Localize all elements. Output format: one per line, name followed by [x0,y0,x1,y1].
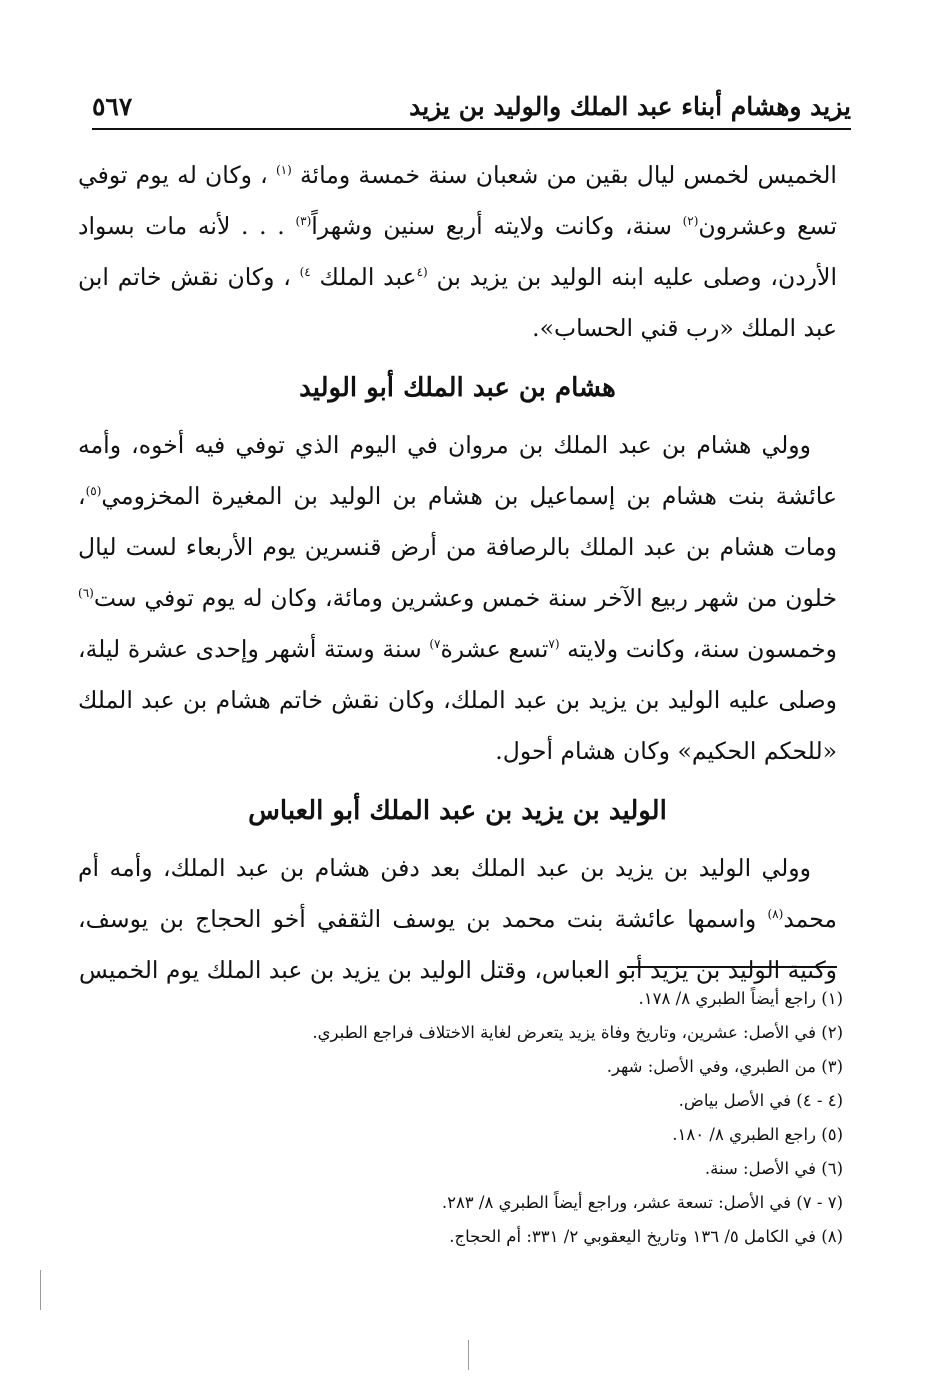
footnote-6: (٦) في الأصل: سنة. [704,1159,843,1178]
text-run: عبد الملك [319,263,417,291]
footnote-5: (٥) راجع الطبري ٨/ ١٨٠. [672,1125,843,1144]
footnote-7: (٧ - ٧) في الأصل: تسعة عشر، وراجع أيضاً الطبري ٨/ ٢٨٣. [441,1193,843,1212]
scan-mark [468,1340,469,1370]
footnote-3: (٣) من الطبري، وفي الأصل: شهر. [606,1057,843,1076]
paragraph-continuation [78,150,837,354]
footnote-ref: (٣) [295,214,312,229]
footnote-ref: ٤) [299,265,311,280]
footnotes [90,982,843,1254]
text-run: سنة وستة أشهر وإحدى عشرة ليلة، وصلى عليه الوليد بن يزيد بن عبد الملك، وكان نقش خاتم هشام بن عبد الملك «للحكم الحكيم» وكان هشام أحول. [78,635,837,765]
section-heading-hisham: هشام بن عبد الملك أبو الوليد [299,373,616,403]
footnote-ref: (٨) [767,907,784,922]
text-run: سنة، وكانت ولايته أربع سنين وشهراً [311,212,672,240]
paragraph-hisham [78,420,837,777]
text-run: تسع عشرة [440,635,549,663]
main-text [78,150,837,996]
footnote-4: (٤ - ٤) في الأصل بياض. [678,1091,843,1110]
text-run: . . . لأنه مات بسواد الأردن، وصلى عليه ابنه الوليد بن يزيد بن [78,212,837,291]
footnote-ref: (١) [275,163,292,178]
text-run: ، وكان له يوم توفي تسع وعشرون [78,161,837,240]
footnote-2: (٢) في الأصل: عشرين، وتاريخ وفاة يزيد يتعرض لغاية الاختلاف فراجع الطبري. [312,1023,843,1042]
footnote-8: (٨) في الكامل ٥/ ١٣٦ وتاريخ اليعقوبي ٢/ ٣٣١: أم الحجاج. [449,1227,843,1246]
footnote-ref: ٧) [429,637,441,652]
text-run: ، ومات هشام بن عبد الملك بالرصافة من أرض قنسرين يوم الأربعاء لست ليال خلون من شهر ربيع الآخر سنة خمس وعشرين ومائة، وكان له يوم توفي ست [78,482,837,612]
footnote-separator [627,966,837,968]
text-run: ، وكان نقش خاتم ابن عبد الملك «رب قني الحساب». [78,263,837,342]
footnote-ref: (٦) [78,586,94,601]
footnote-ref: (٤ [416,265,428,280]
scan-mark [40,1270,41,1310]
text-run: وولي هشام بن عبد الملك بن مروان في اليوم الذي توفي فيه أخوه، وأمه عائشة بنت هشام بن إسماعيل بن هشام بن الوليد بن المغيرة المخزومي [78,431,837,510]
page-header [92,84,851,130]
text-run: وخمسون سنة، وكانت ولايته [567,635,837,663]
section-heading-walid: الوليد بن يزيد بن عبد الملك أبو العباس [248,796,667,826]
paragraph-walid [78,843,837,996]
footnote-1: (١) راجع أيضاً الطبري ٨/ ١٧٨. [638,989,843,1008]
footnote-ref: (٧ [548,637,560,652]
running-title: يزيد وهشام أبناء عبد الملك والوليد بن يزيد [409,91,851,121]
footnote-ref: (٢) [682,214,699,229]
page-number: ٥٦٧ [92,91,133,121]
footnote-ref: (٥) [85,484,102,499]
text-run: واسمها عائشة بنت محمد بن يوسف الثقفي أخو الحجاج بن يوسف، وكنية الوليد بن يزيد أبو العباس، وقتل الوليد بن يزيد بن عبد الملك يوم الخميس [78,905,837,984]
text-run: الخميس لخمس ليال بقين من شعبان سنة خمسة ومائة [299,161,837,189]
text-run: وولي الوليد بن يزيد بن عبد الملك بعد دفن هشام بن عبد الملك، وأمه أم محمد [78,854,837,933]
